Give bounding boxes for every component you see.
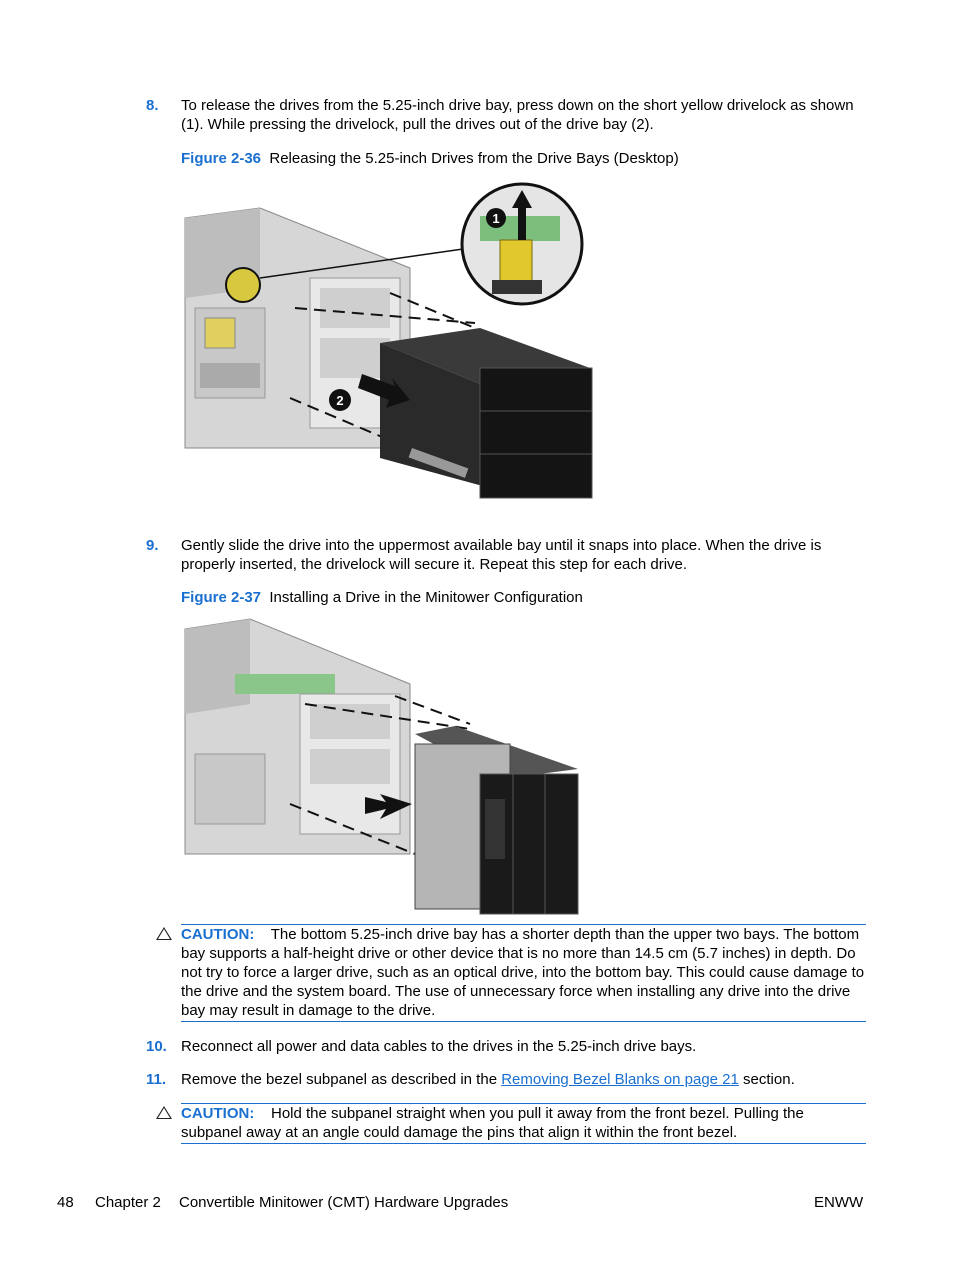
figure-36-label: Figure 2-36 [181,150,262,167]
step-8-text: To release the drives from the 5.25-inch drive bay, press down on the short yellow drivelock as shown (1). While pressing the drivelock, pull the drives out of the drive bay (2). [181,97,854,133]
figure-37-caption [181,588,583,607]
caution-2-label: CAUTION: [181,1105,255,1122]
caution-2-box [181,1103,866,1144]
step-8-number: 8. [146,97,159,114]
step-11-text [181,1070,871,1089]
footer-doc-code: ENWW [814,1194,864,1211]
callout-2: 2 [336,393,344,408]
step-9-text: Gently slide the drive into the uppermost available bay until it snaps into place. When the drive is properly inserted, the drivelock will secure it. Repeat this step for each drive. [181,537,822,573]
step-11-text-after: section. [743,1071,795,1088]
caution-1-label: CAUTION: [181,926,255,943]
page-number: 48 [57,1194,74,1211]
caution-2-triangle-icon [156,1106,172,1119]
figure-36-illustration [180,178,600,508]
caution-1-triangle-icon [156,927,172,940]
step-11-text-before: Remove the bezel subpanel as described in the [181,1071,498,1088]
figure-37-illustration [180,614,590,919]
step-10-text: Reconnect all power and data cables to the drives in the 5.25-inch drive bays. [181,1038,697,1055]
figure-37-label: Figure 2-37 [181,589,262,606]
figure-36-caption [181,149,679,168]
removing-bezel-blanks-link[interactable]: Removing Bezel Blanks on page 21 [501,1071,739,1088]
footer-chapter: Chapter 2 [95,1194,161,1211]
caution-1-text: The bottom 5.25-inch drive bay has a shorter depth than the upper two bays. The bottom bay supports a half-height drive or other device that is no more than 14.5 cm (5.7 inches) in depth. Do not try to force a larger drive, such as an optical drive, into the bottom bay. This could cause damage to the drive and the system board. The use of unnecessary force when installing any drive into the drive bay may result in damage to the drive. [181,926,865,1019]
footer-chapter-title: Convertible Minitower (CMT) Hardware Upgrades [179,1194,509,1211]
step-10-number: 10. [146,1038,167,1055]
caution-2-text: Hold the subpanel straight when you pull it away from the front bezel. Pulling the subpanel away at an angle could damage the pins that align it within the front bezel. [181,1105,804,1141]
figure-37-caption-text: Installing a Drive in the Minitower Configuration [269,589,583,606]
caution-1-box [181,924,866,1022]
step-9-number: 9. [146,537,159,554]
step-11-number: 11. [146,1071,167,1088]
figure-36-caption-text: Releasing the 5.25-inch Drives from the Drive Bays (Desktop) [269,150,679,167]
callout-1: 1 [492,211,500,226]
